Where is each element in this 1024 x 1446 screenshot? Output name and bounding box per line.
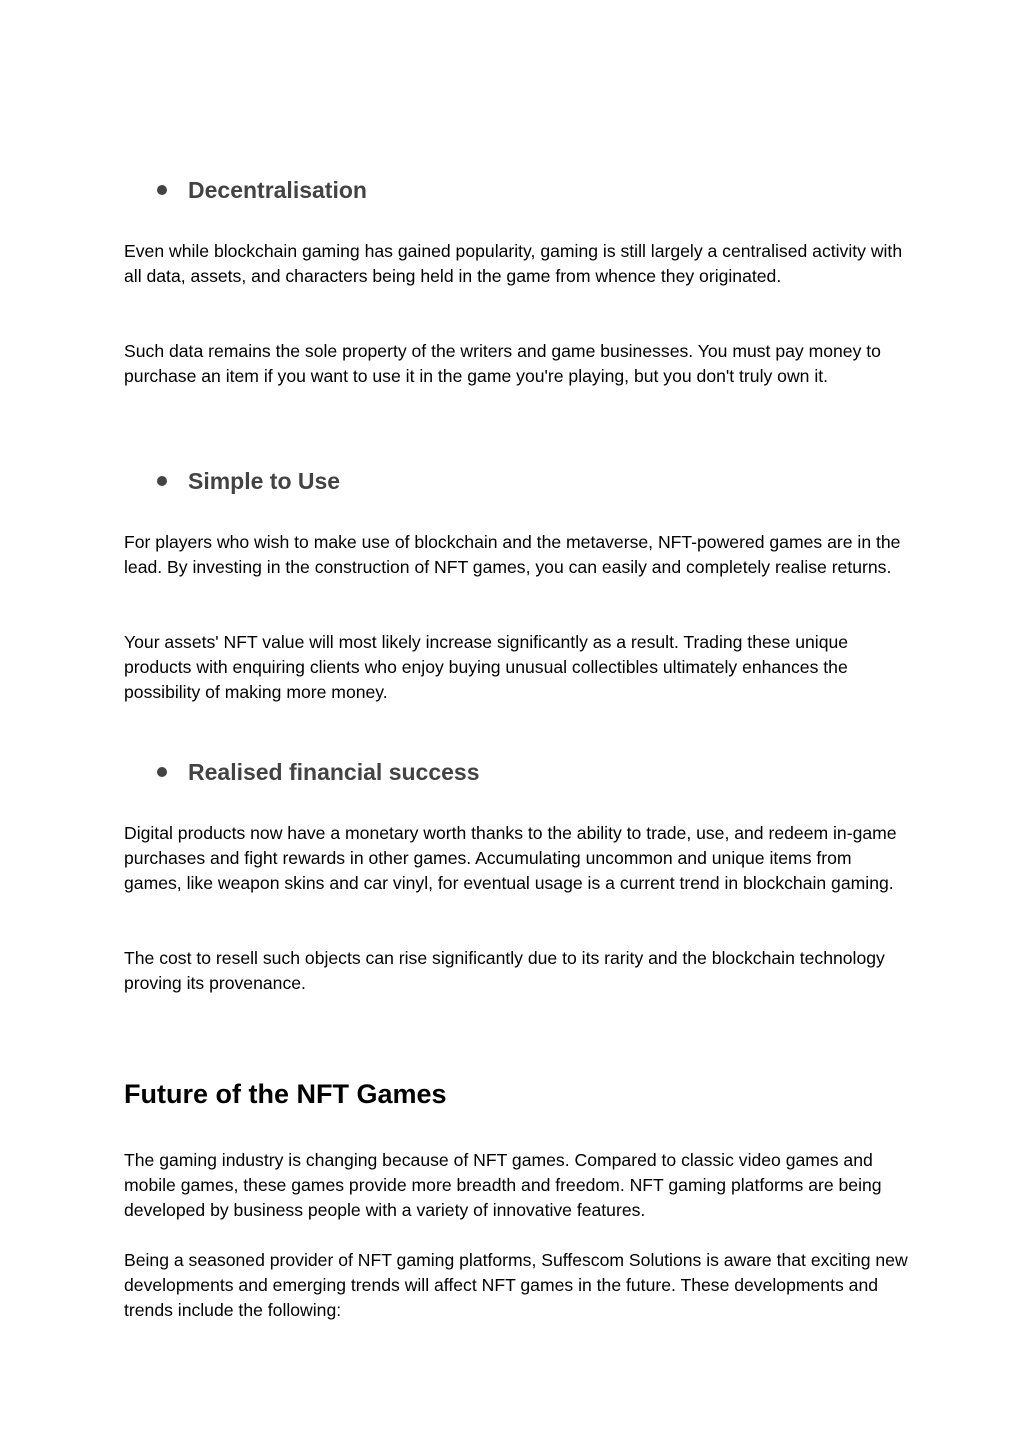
paragraph: Being a seasoned provider of NFT gaming platforms, Suffescom Solutions is aware that exciting new developments and emerging trends will affect NFT games in the future. These developments and trends include the following: [124, 1250, 908, 1320]
section-title-future: Future of the NFT Games [124, 1079, 447, 1109]
paragraph: The cost to resell such objects can rise significantly due to its rarity and the blockchain technology proving its provenance. [124, 948, 885, 993]
heading-text: Decentralisation [188, 177, 367, 203]
bullet-dot-icon [157, 767, 167, 777]
paragraph: Your assets' NFT value will most likely increase significantly as a result. Trading these unique products with enquiring clients who enjoy buying unusual collectibles ultimately enhances the possibility of making more money. [124, 632, 849, 702]
paragraph: For players who wish to make use of blockchain and the metaverse, NFT-powered games are in the lead. By investing in the construction of NFT games, you can easily and completely realise returns. [124, 532, 901, 577]
bullet-heading-realised-financial-success [155, 757, 480, 787]
paragraph: Digital products now have a monetary worth thanks to the ability to trade, use, and redeem in-game purchases and fight rewards in other games. Accumulating uncommon and unique items from games, like weapon skins and car vinyl, for eventual usage is a current trend in blockchain gaming. [124, 823, 897, 893]
bullet-dot-icon [157, 476, 167, 486]
heading-text: Realised financial success [188, 759, 480, 785]
bullet-heading-simple-to-use [155, 466, 340, 496]
paragraph: Even while blockchain gaming has gained popularity, gaming is still largely a centralised activity with all data, assets, and characters being held in the game from whence they originated. [124, 241, 903, 286]
heading-text: Simple to Use [188, 468, 341, 494]
bullet-dot-icon [157, 185, 167, 195]
paragraph: Such data remains the sole property of the writers and game businesses. You must pay money to purchase an item if you want to use it in the game you're playing, but you don't truly own it. [124, 341, 881, 386]
paragraph: The gaming industry is changing because of NFT games. Compared to classic video games and mobile games, these games provide more breadth and freedom. NFT gaming platforms are being developed by business people with a variety of innovative features. [124, 1150, 882, 1220]
bullet-heading-decentralisation [155, 175, 367, 205]
